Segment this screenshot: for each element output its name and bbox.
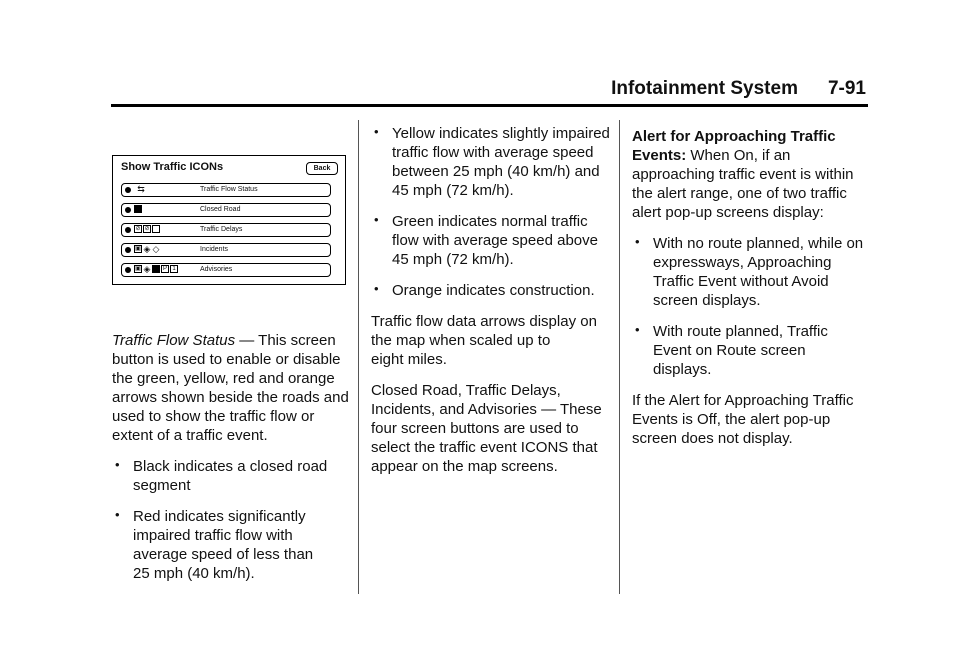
indicator-dot	[125, 227, 131, 233]
description: — This screen button is used to enable or disable the green, yellow, red and orange arrows shown beside the roads and used to show the traffic flow or extent of a traffic event.	[112, 332, 349, 444]
description: When On, if an approaching traffic event is within the alert range, one of two traffic alert pop-up screens display:	[632, 147, 854, 221]
delay-icon: ⊘	[135, 226, 141, 232]
column-2	[371, 124, 611, 488]
alert-list	[632, 234, 868, 379]
incident-icon: ▣	[135, 246, 141, 252]
column-3	[632, 127, 868, 460]
page-number: 7-91	[827, 78, 866, 99]
closed-road-button[interactable]	[121, 203, 331, 217]
term: Alert for Approaching Traffic Events:	[632, 128, 836, 164]
color-list	[112, 457, 350, 583]
list-item: • With route planned, Traffic Event on Route screen displays.	[632, 322, 868, 379]
paragraph: If the Alert for Approaching Traffic Events is Off, the alert pop-up screen does not display.	[632, 392, 854, 447]
column-divider-2	[619, 120, 620, 594]
list-item: • Yellow indicates slightly impaired traffic flow with average speed between 25 mph (40 km/h) and 45 mph (72 km/h).	[371, 124, 611, 200]
list-item: • Green indicates normal traffic flow with average speed above 45 mph (72 km/h).	[371, 212, 611, 269]
list-item: • Red indicates significantly impaired traffic flow with average speed of less than 25 mph (40 km/h).	[112, 507, 350, 583]
advisory-icon	[152, 265, 160, 273]
alert-paragraph	[632, 127, 868, 222]
closed-road-icon	[134, 205, 142, 213]
column-1	[112, 331, 350, 595]
list-item: • Orange indicates construction.	[371, 281, 611, 300]
indicator-dot	[125, 187, 131, 193]
paragraph: Closed Road, Traffic Delays, Incidents, and Advisories — These four screen buttons are used to select the traffic event ICONS that appear on the map screens.	[371, 382, 602, 475]
advisories-button[interactable]	[121, 263, 331, 277]
button-label: Incidents	[200, 246, 229, 253]
advisory-icon: ▣	[135, 266, 141, 272]
section-title: Infotainment System	[611, 78, 798, 99]
parking-icon: P	[162, 266, 167, 272]
paragraph: Traffic flow data arrows display on the map when scaled up to eight miles.	[371, 313, 597, 368]
indicator-dot	[125, 267, 131, 273]
header-rule	[111, 104, 868, 107]
term: Traffic Flow Status	[112, 332, 236, 349]
button-label: Closed Road	[200, 206, 241, 213]
indicator-dot	[125, 247, 131, 253]
traffic-icons-screen-figure	[112, 155, 346, 285]
incident-icon: ◈	[143, 245, 151, 253]
traffic-flow-status-paragraph	[112, 331, 350, 445]
list-item: • With no route planned, while on expressways, Approaching Traffic Event without Avoid screen displays.	[632, 234, 868, 310]
button-label: Traffic Delays	[200, 226, 243, 233]
list-item: • Black indicates a closed road segment	[112, 457, 350, 495]
flow-arrows-icon: ⇆	[137, 185, 145, 193]
traffic-delays-button[interactable]	[121, 223, 331, 237]
advisory-icon: ◈	[143, 265, 151, 273]
incidents-button[interactable]	[121, 243, 331, 257]
color-list	[371, 124, 611, 300]
delay-icon: ⊘	[144, 226, 150, 232]
blank-icon	[152, 225, 160, 233]
incident-icon: ◇	[152, 245, 160, 253]
page-header	[0, 78, 866, 100]
back-button[interactable]: Back	[306, 162, 338, 175]
button-label: Advisories	[200, 266, 233, 273]
advisory-icon: 1	[170, 265, 178, 273]
indicator-dot	[125, 207, 131, 213]
button-label: Traffic Flow Status	[200, 186, 258, 193]
column-divider-1	[358, 120, 359, 594]
screen-title: Show Traffic ICONs	[121, 161, 224, 173]
traffic-flow-status-button[interactable]	[121, 183, 331, 197]
